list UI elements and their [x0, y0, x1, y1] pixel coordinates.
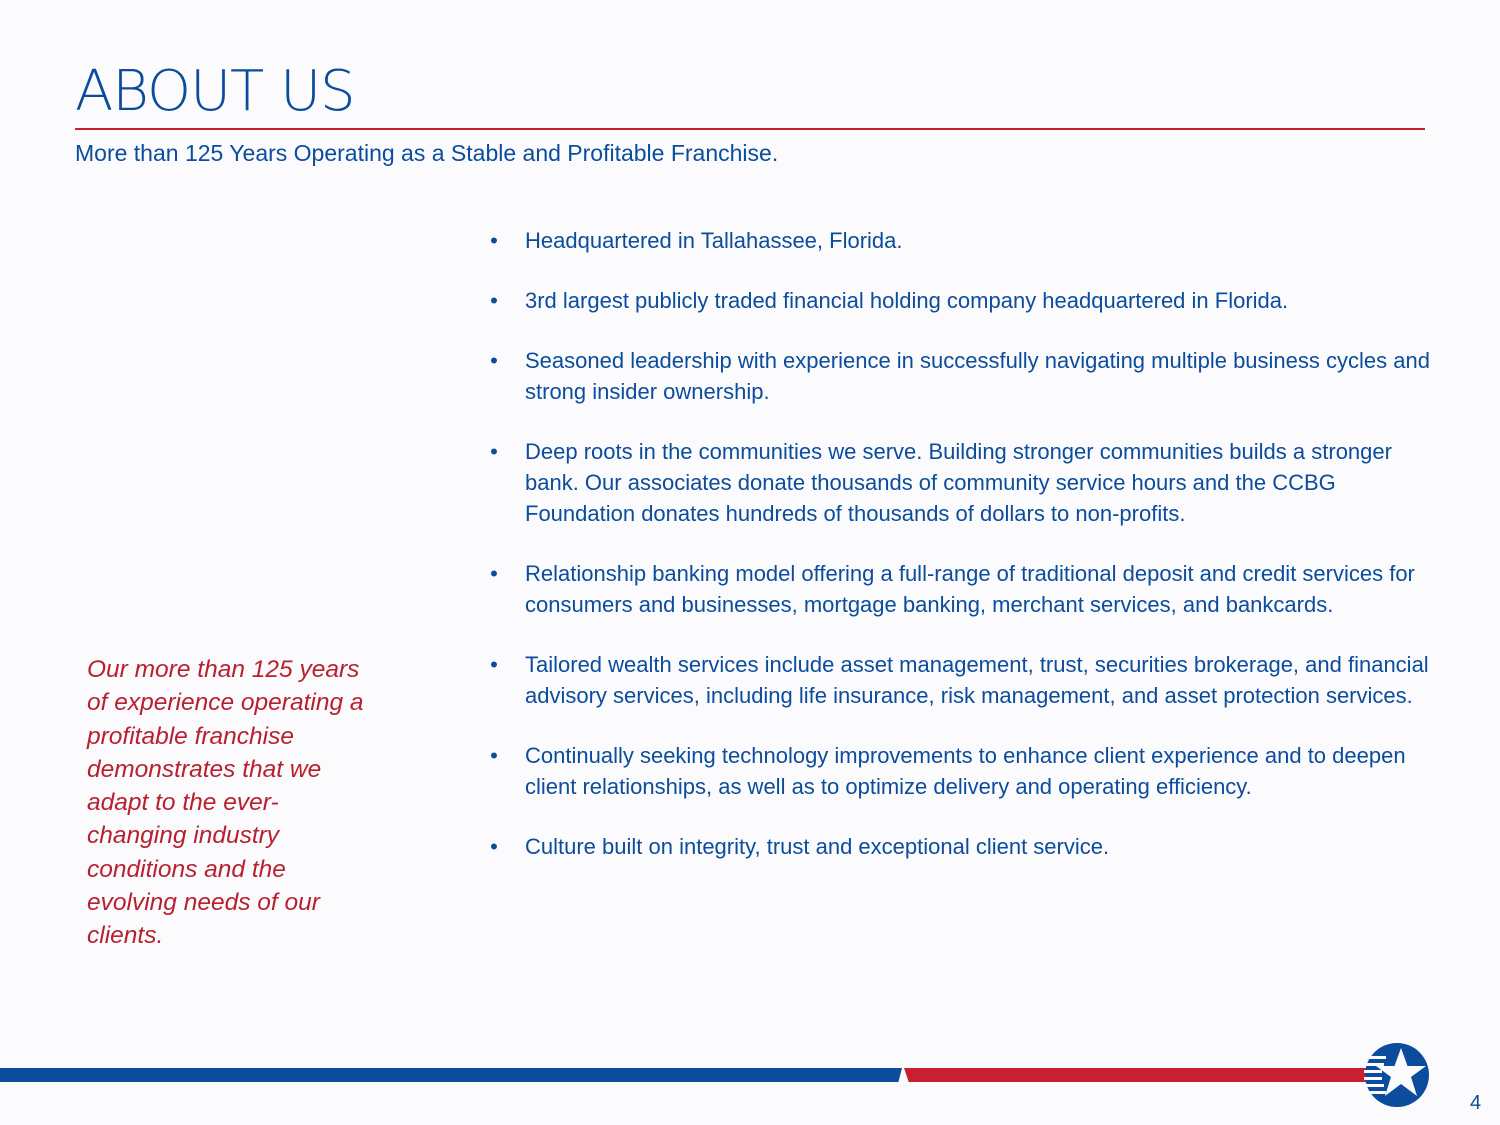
bullet-item: [487, 285, 1437, 316]
bullet-marker: •: [490, 834, 498, 859]
bullet-marker: •: [490, 348, 498, 373]
title-divider: [75, 128, 1425, 130]
bullet-marker: •: [490, 228, 498, 253]
bullet-marker: •: [490, 561, 498, 586]
page-subtitle: More than 125 Years Operating as a Stable and Profitable Franchise.: [75, 140, 779, 166]
bullet-item: [487, 740, 1437, 802]
bullet-text: Headquartered in Tallahassee, Florida.: [525, 228, 903, 253]
footer-red-stripe: [904, 1068, 1374, 1082]
bullet-marker: •: [490, 652, 498, 677]
star-logo-icon: [1364, 1042, 1430, 1108]
bullet-item: [487, 558, 1437, 620]
bullet-list: [487, 225, 1437, 891]
bullet-item: [487, 436, 1437, 529]
bullet-text: 3rd largest publicly traded financial holding company headquartered in Florida.: [525, 288, 1289, 313]
pull-quote: Our more than 125 years of experience operating a profitable franchise demonstrates that we adapt to the ever-changing industry conditions and the evolving needs of our clients.: [87, 656, 364, 950]
bullet-text: Seasoned leadership with experience in successfully navigating multiple business cycles and strong insider ownership.: [525, 348, 1430, 404]
bullet-text: Culture built on integrity, trust and exceptional client service.: [525, 834, 1110, 859]
bullet-text: Deep roots in the communities we serve. Building stronger communities builds a stronger bank. Our associates donate thousands of community service hours and the CCBG Foundation donates hundreds of thousands of dollars to non-profits.: [525, 439, 1392, 526]
bullet-item: [487, 831, 1437, 862]
page-number: 4: [1470, 1092, 1482, 1114]
bullet-marker: •: [490, 439, 498, 464]
bullet-text: Relationship banking model offering a full-range of traditional deposit and credit services for consumers and businesses, mortgage banking, merchant services, and bankcards.: [525, 561, 1415, 617]
bullet-marker: •: [490, 743, 498, 768]
page-title: ABOUT US: [75, 59, 355, 124]
footer-blue-stripe: [0, 1068, 902, 1082]
bullet-item: [487, 345, 1437, 407]
bullet-item: [487, 225, 1437, 256]
bullet-marker: •: [490, 288, 498, 313]
bullet-text: Tailored wealth services include asset management, trust, securities brokerage, and financial advisory services, including life insurance, risk management, and asset protection services.: [525, 652, 1429, 708]
bullet-item: [487, 649, 1437, 711]
bullet-text: Continually seeking technology improvements to enhance client experience and to deepen client relationships, as well as to optimize delivery and operating efficiency.: [525, 743, 1406, 799]
